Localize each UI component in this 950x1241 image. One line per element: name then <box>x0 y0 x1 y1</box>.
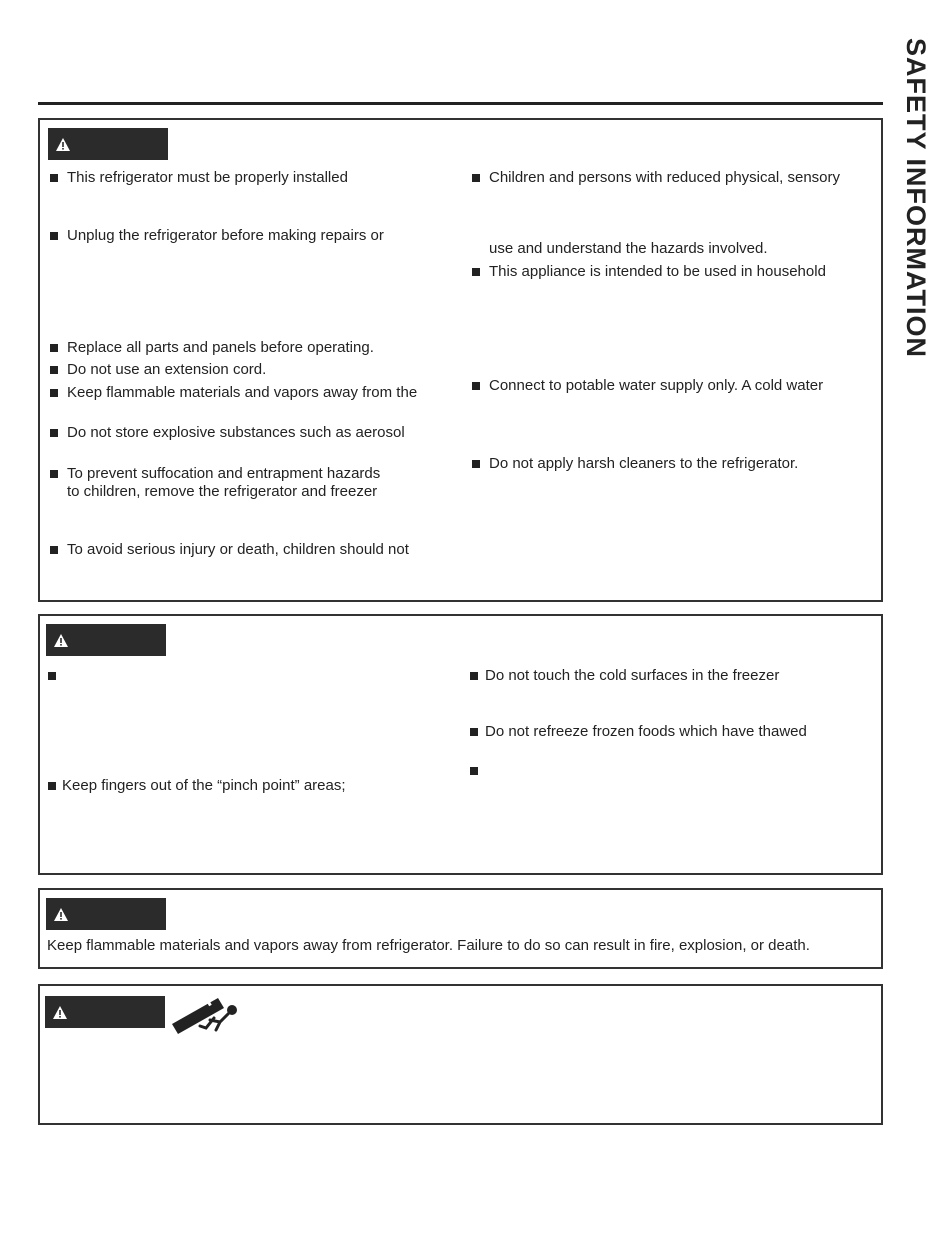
bullet-icon <box>472 460 480 468</box>
top-rule <box>38 102 883 105</box>
list-item: Keep flammable materials and vapors away from the <box>67 384 418 401</box>
bullet-icon <box>50 429 58 437</box>
list-item-continued: to children, remove the refrigerator and freezer <box>67 483 378 500</box>
tip-over-hazard-icon <box>170 994 242 1034</box>
bullet-icon <box>50 389 58 397</box>
bullet-icon <box>50 546 58 554</box>
bullet-icon <box>50 344 58 352</box>
warning-badge <box>45 996 165 1028</box>
list-item-continued: use and understand the hazards involved. <box>489 240 768 257</box>
warning-icon <box>53 1006 67 1019</box>
bullet-icon <box>50 470 58 478</box>
list-item: This refrigerator must be properly installed <box>67 169 348 186</box>
bullet-icon <box>50 232 58 240</box>
warning-box-3 <box>38 888 883 969</box>
bullet-icon <box>50 366 58 374</box>
list-item: To avoid serious injury or death, children should not <box>67 541 409 558</box>
warning-box-1 <box>38 118 883 602</box>
list-item: Do not apply harsh cleaners to the refrigerator. <box>489 455 799 472</box>
warning-icon <box>56 138 70 151</box>
list-item: Keep fingers out of the “pinch point” areas; <box>62 777 346 794</box>
bullet-icon <box>472 268 480 276</box>
warning-badge <box>46 624 166 656</box>
warning-icon <box>54 634 68 647</box>
list-item: To prevent suffocation and entrapment hazards <box>67 465 381 482</box>
bullet-icon <box>470 767 478 775</box>
warning-badge <box>48 128 168 160</box>
list-item: This appliance is intended to be used in household <box>489 263 826 280</box>
list-item: Do not refreeze frozen foods which have thawed <box>485 723 807 740</box>
section-title: SAFETY INFORMATION <box>901 38 931 358</box>
list-item: Do not touch the cold surfaces in the freezer <box>485 667 780 684</box>
bullet-icon <box>48 672 56 680</box>
list-item: Connect to potable water supply only. A cold water <box>489 377 824 394</box>
warning-box-2 <box>38 614 883 875</box>
warning-text: Keep flammable materials and vapors away from refrigerator. Failure to do so can result in fire, explosion, or death. <box>47 937 810 954</box>
warning-icon <box>54 908 68 921</box>
list-item: Do not use an extension cord. <box>67 361 267 378</box>
bullet-icon <box>472 174 480 182</box>
list-item: Unplug the refrigerator before making repairs or <box>67 227 384 244</box>
bullet-icon <box>48 782 56 790</box>
warning-box-4 <box>38 984 883 1125</box>
bullet-icon <box>470 672 478 680</box>
list-item: Replace all parts and panels before operating. <box>67 339 374 356</box>
bullet-icon <box>472 382 480 390</box>
list-item: Children and persons with reduced physical, sensory <box>489 169 841 186</box>
list-item: Do not store explosive substances such as aerosol <box>67 424 405 441</box>
warning-badge <box>46 898 166 930</box>
bullet-icon <box>50 174 58 182</box>
bullet-icon <box>470 728 478 736</box>
